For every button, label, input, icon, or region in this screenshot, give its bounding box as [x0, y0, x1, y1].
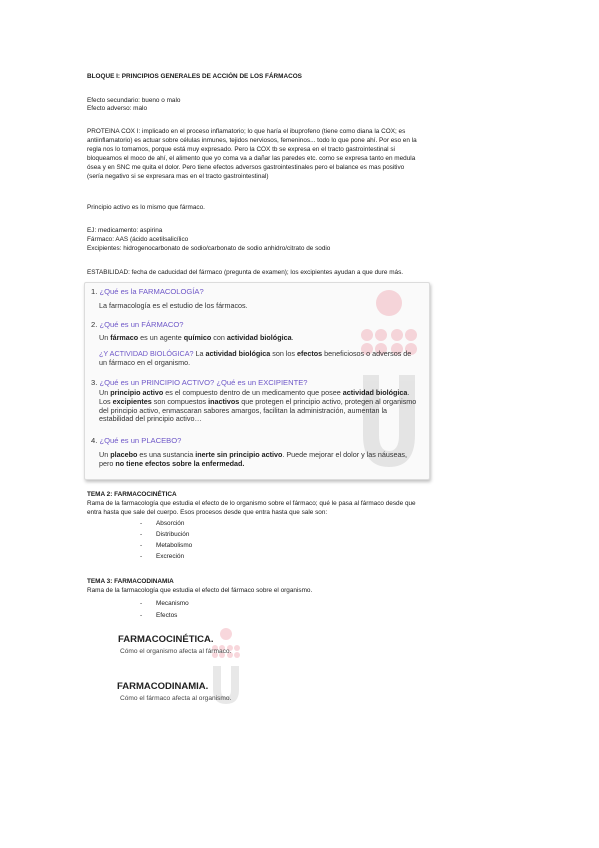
- tema3-item: Mecanismo: [156, 600, 189, 607]
- question-text: ¿Qué es un PRINCIPIO ACTIVO? ¿Qué es un EXCIPIENTE?: [99, 378, 308, 387]
- answer-bold: actividad biológica: [226, 333, 292, 342]
- ej-farmaco: Fármaco: AAS (ácido acetilsalicílico: [87, 236, 189, 243]
- proteina-line: ósea y en SNC me quita el dolor. Pero tiene efectos adversos gastrointestinales pero el balance es mas positivo: [87, 164, 405, 171]
- question-3: [91, 378, 308, 387]
- answer-bold: inactivos: [208, 396, 240, 406]
- tema2-item: Metabolismo: [156, 542, 193, 549]
- principio-activo-note: Principio activo es lo mismo que fármaco.: [87, 204, 205, 211]
- farmacocinetica-title: FARMACOCINÉTICA.: [118, 634, 214, 645]
- question-number: 2.: [91, 320, 98, 329]
- answer-text: La: [193, 349, 206, 358]
- answer-bold: principio activo: [110, 388, 164, 397]
- bullet-dash: -: [140, 542, 143, 549]
- tema3-title: TEMA 3: FARMACODINAMIA: [87, 578, 174, 585]
- efecto-secundario: Efecto secundario: bueno o malo: [87, 97, 181, 104]
- question-2: [91, 320, 183, 329]
- farmacocinetica-sub: Cómo el organismo afecta al fármaco.: [120, 648, 232, 655]
- ej-excipientes: Excipientes: hidrogenocarbonato de sodio/carbonato de sodio anhidro/citrato de sodio: [87, 245, 331, 252]
- answer-bold: actividad biológica: [342, 388, 408, 397]
- tema3-item: Efectos: [156, 612, 178, 619]
- answer-3: [99, 389, 421, 424]
- answer-text: son los: [270, 349, 298, 358]
- question-text: ¿Qué es un FÁRMACO?: [99, 320, 184, 329]
- answer-text: Un: [99, 450, 111, 459]
- bullet-dash: -: [140, 531, 143, 538]
- answer-text: que protegen el principio activo, protegen al organismo del principio activo, enmascaran sabores amargos, facilitan la administración, aumentan la estabilidad del principio activo…: [99, 396, 417, 424]
- question-number: 4.: [91, 436, 98, 445]
- bullet-dash: -: [140, 612, 143, 619]
- answer-text: con: [211, 333, 227, 342]
- efecto-adverso: Efecto adverso: malo: [87, 105, 148, 112]
- sub-question: ¿Y ACTIVIDAD BIOLÓGICA?: [99, 349, 194, 358]
- answer-bold: inerte sin principio activo: [195, 450, 283, 459]
- question-text: ¿Qué es un PLACEBO?: [99, 436, 182, 445]
- answer-bold: actividad biológica: [205, 349, 271, 358]
- tema2-item: Absorción: [156, 520, 185, 527]
- answer-1: La farmacología es el estudio de los fármacos.: [99, 301, 248, 310]
- answer-text: . Los: [99, 388, 410, 406]
- answer-text: son compuestos: [151, 396, 209, 406]
- proteina-line: (sería negativo si se expresara mas en el tracto gastrointestinal): [87, 173, 269, 180]
- answer-text: . Puede mejorar el dolor y las náuseas, pero: [99, 450, 408, 468]
- answer-2: [99, 334, 421, 343]
- proteina-line: PROTEINA COX I: implicado en el proceso inflamatorio; lo que haría el ibuprofeno (tiene como diana la COX; es: [87, 128, 406, 135]
- answer-text: .: [291, 333, 294, 342]
- proteina-line: antiinflamatorio) es actuar sobre células inmunes, tejidos nerviosos, femeninos... todo lo que pone ahí. Por eso en la: [87, 137, 417, 144]
- answer-text: es una sustancia: [137, 450, 196, 459]
- question-text: ¿Qué es la FARMACOLOGÍA?: [99, 287, 204, 296]
- proteina-line: bloqueamos el moco de ahí, el alimento que yo coma va a dañar las paredes etc. como se expresa tanto en medula: [87, 155, 416, 162]
- answer-bold: químico: [183, 333, 212, 342]
- answer-text: es un agente: [138, 333, 184, 342]
- answer-bold: efectos: [297, 349, 323, 358]
- tema2-title: TEMA 2: FARMACOCINÉTICA: [87, 491, 177, 498]
- bloque-title: BLOQUE I: PRINCIPIOS GENERALES DE ACCIÓN DE LOS FÁRMACOS: [87, 73, 302, 80]
- answer-2b: [99, 350, 421, 368]
- answer-bold: fármaco: [110, 333, 139, 342]
- bullet-dash: -: [140, 520, 143, 527]
- watermark-u-logo-icon: [353, 285, 425, 475]
- qa-screenshot-box: [84, 282, 430, 480]
- tema2-line: Rama de la farmacología que estudia el efecto de lo organismo sobre el fármaco; qué le pasa al fármaco desde que: [87, 500, 416, 507]
- answer-bold: placebo: [110, 450, 138, 459]
- tema2-item: Excreción: [156, 553, 185, 560]
- farmacodinamia-sub: Cómo el fármaco afecta al organismo.: [120, 695, 232, 702]
- tema3-line: Rama de la farmacología que estudia el efecto del fármaco sobre el organismo.: [87, 587, 313, 594]
- question-number: 1.: [91, 287, 98, 296]
- farmacodinamia-title: FARMACODINAMIA.: [117, 681, 209, 692]
- answer-bold: excipientes: [112, 396, 152, 406]
- estabilidad-note: ESTABILIDAD: fecha de caducidad del fármaco (pregunta de examen); los excipientes ayudan a que dure más.: [87, 269, 404, 276]
- question-number: 3.: [91, 378, 98, 387]
- bullet-dash: -: [140, 553, 143, 560]
- bullet-dash: -: [140, 600, 143, 607]
- ej-medicamento: EJ: medicamento: aspirina: [87, 227, 163, 234]
- answer-text: es el compuesto dentro de un medicamento que posee: [163, 388, 343, 397]
- answer-text: beneficiosos o adversos de un fármaco en el organismo.: [99, 349, 412, 367]
- answer-text: Un: [99, 333, 111, 342]
- answer-bold: no tiene efectos sobre la enfermedad.: [115, 458, 245, 468]
- answer-text: Un: [99, 388, 111, 397]
- proteina-line: regla nos lo tomamos, porque está muy expresado. Pero la COX tb se expresa en el tracto gastrointestinal si: [87, 146, 395, 153]
- answer-4: [99, 451, 421, 469]
- tema2-item: Distribución: [156, 531, 190, 538]
- tema2-line: entra hasta que sale del cuerpo. Esos procesos desde que entra hasta que sale son:: [87, 509, 328, 516]
- question-4: [91, 436, 181, 445]
- question-1: [91, 287, 204, 296]
